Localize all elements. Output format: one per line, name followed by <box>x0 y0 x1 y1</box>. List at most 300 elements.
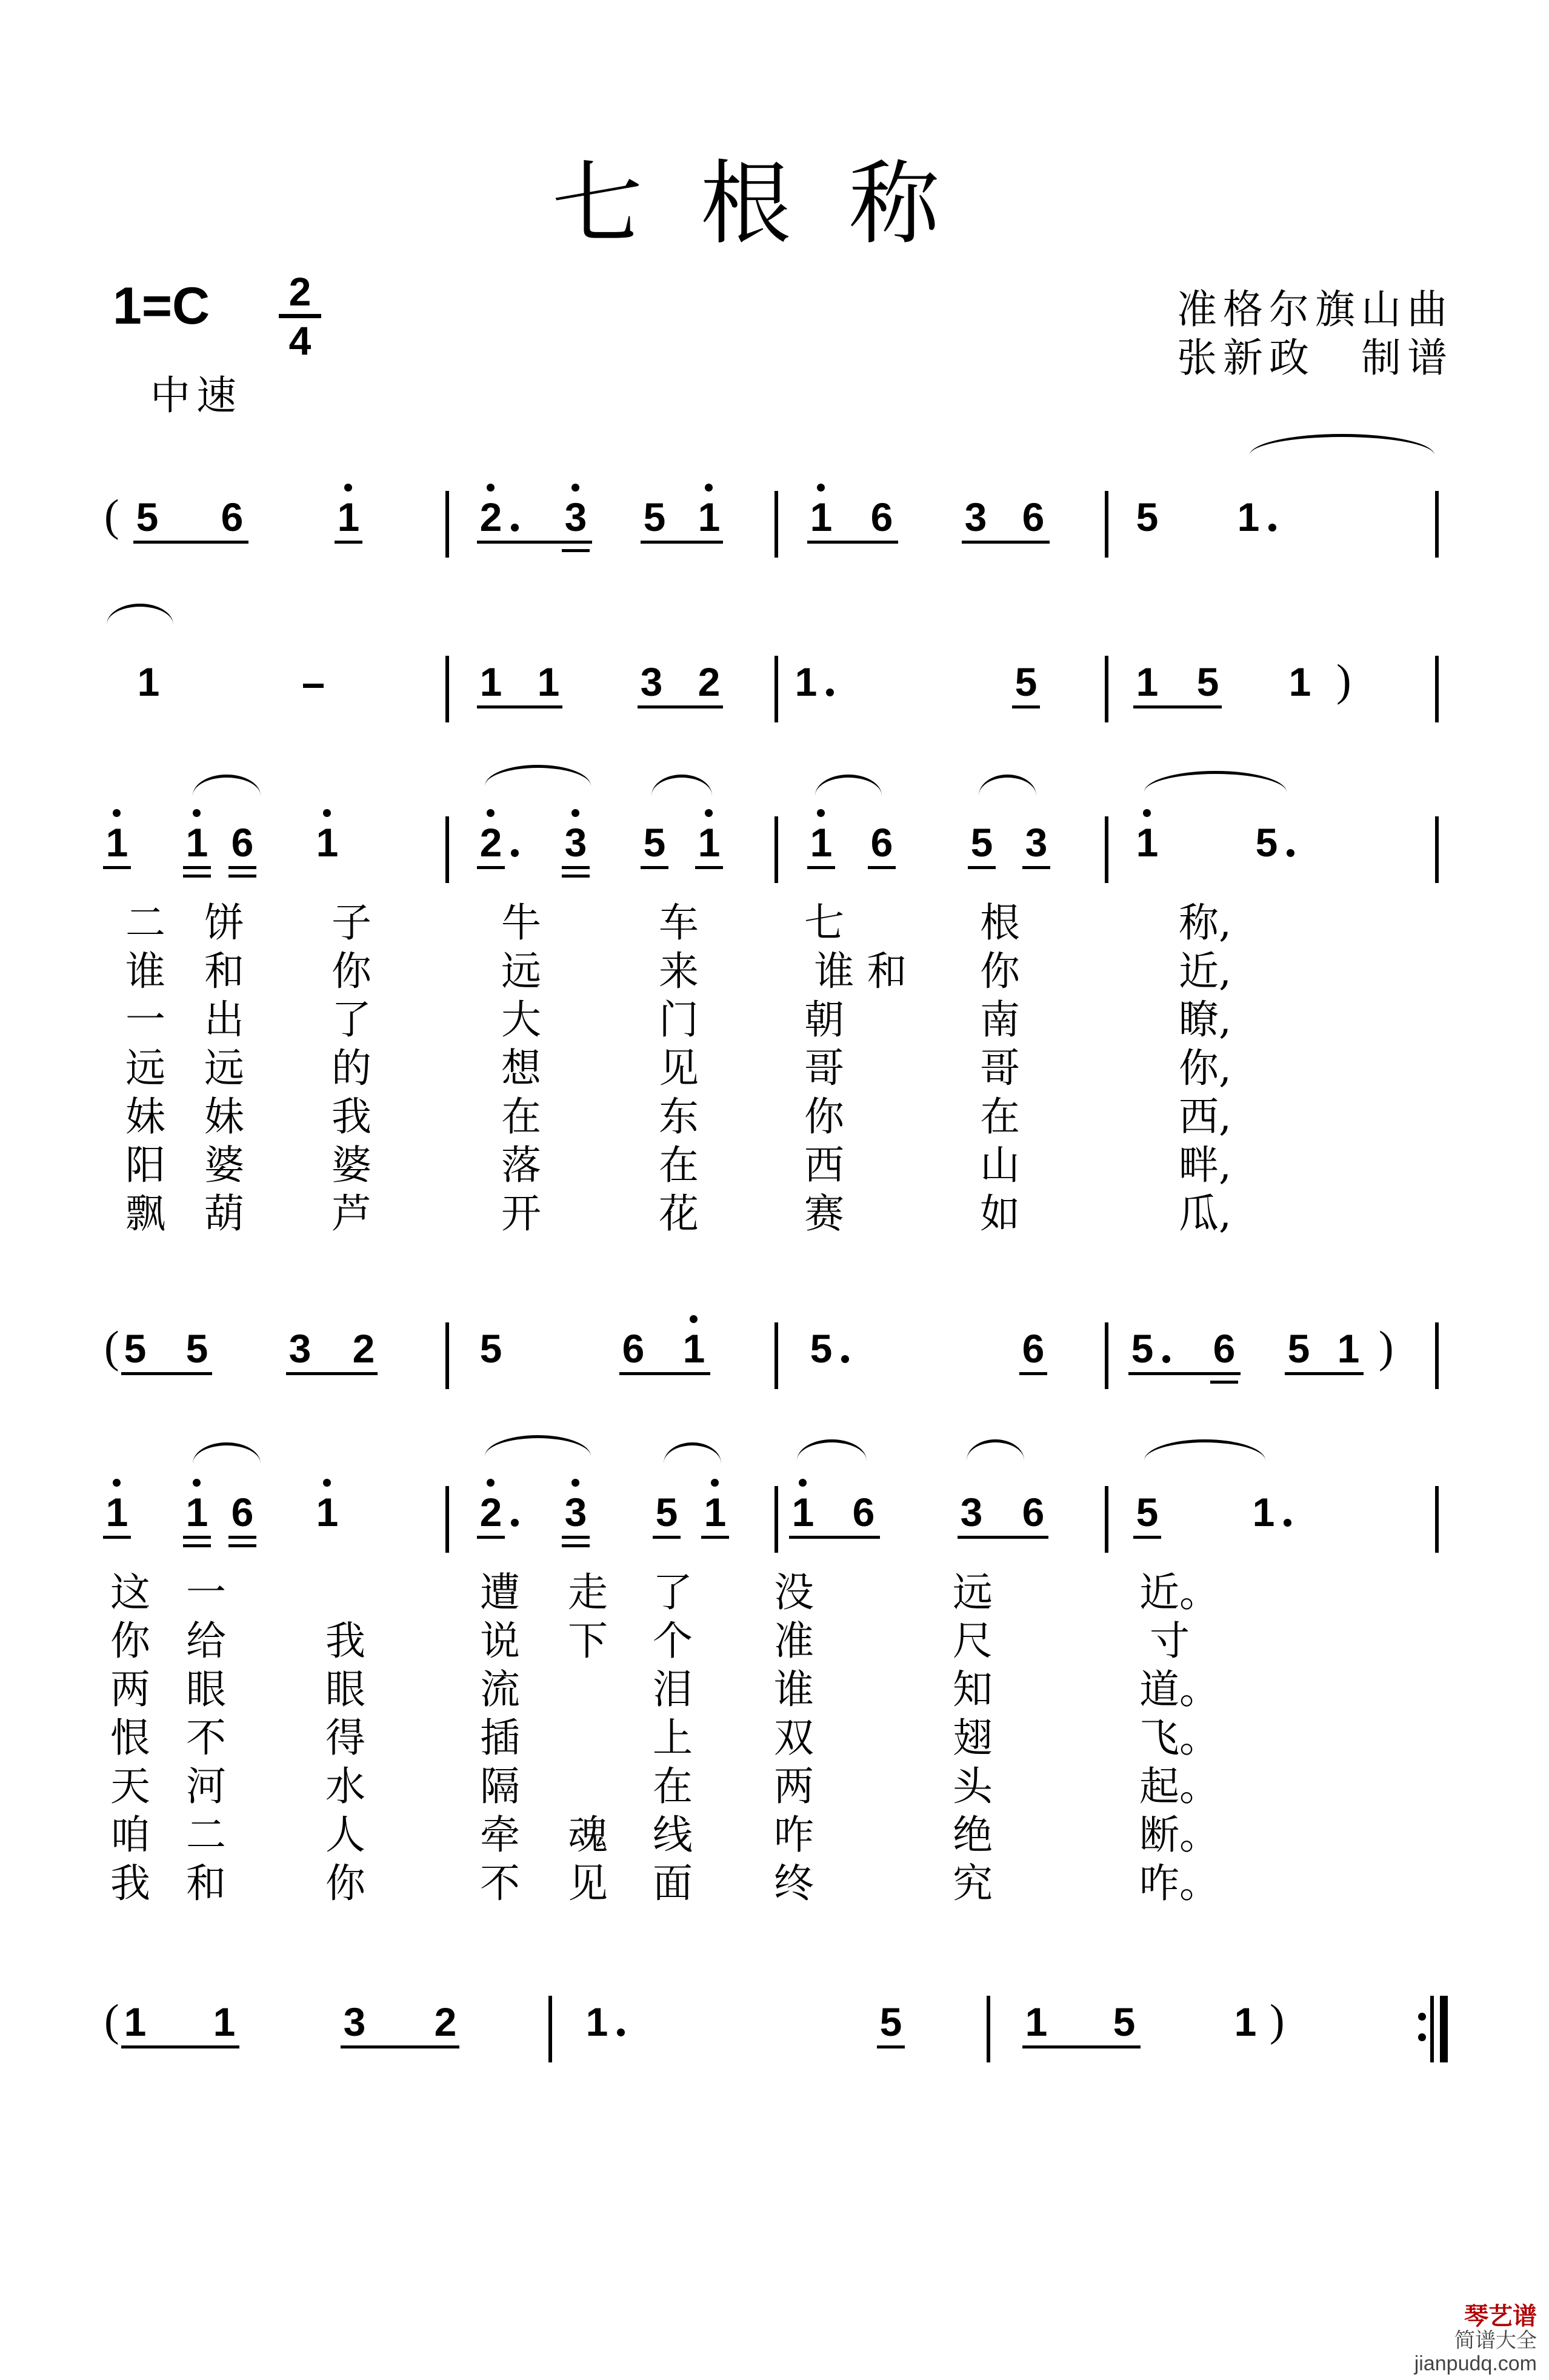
octave-dot <box>113 1479 121 1487</box>
note: 1 <box>794 659 818 704</box>
tempo-marking: 中速 <box>150 372 242 419</box>
lyric-char: 寸 <box>1150 1618 1190 1664</box>
note: 2 <box>434 1999 457 2044</box>
note: 6 <box>1022 1326 1045 1371</box>
lyric-char: 大 <box>501 996 541 1043</box>
bar-line <box>445 491 449 558</box>
lyric-char: 二 <box>125 899 165 946</box>
bar-line <box>1105 1322 1108 1389</box>
note: 1 <box>137 659 160 704</box>
lyric-char: 双 <box>774 1715 814 1761</box>
underline <box>562 1544 590 1547</box>
aug-dot <box>511 849 519 857</box>
lyric-char: 如 <box>980 1190 1020 1237</box>
bar-line <box>445 1486 449 1553</box>
note: 3 <box>288 1326 311 1371</box>
underline <box>868 866 896 869</box>
lyric-char: 车 <box>659 899 699 946</box>
lyric-char: 南 <box>980 996 1020 1043</box>
lyric-char: 婆 <box>204 1142 244 1188</box>
watermark-site: 简谱大全 <box>1454 2329 1537 2353</box>
octave-dot <box>344 484 352 492</box>
underline <box>641 541 719 544</box>
composer-credit: 准格尔旗山曲 <box>1177 286 1453 333</box>
lyric-char: 根 <box>980 899 1020 946</box>
close-paren: ) <box>1379 1322 1394 1372</box>
lyric-char: 没 <box>774 1569 814 1616</box>
note: 3 <box>640 659 663 704</box>
lyric-char: 的 <box>331 1045 371 1092</box>
open-paren: ( <box>104 1322 119 1372</box>
underline <box>1022 2045 1141 2048</box>
bar-line <box>1105 491 1108 558</box>
octave-dot <box>323 1479 331 1487</box>
lyric-char: 终 <box>774 1860 814 1907</box>
underline <box>1022 866 1050 869</box>
underline <box>789 1536 880 1539</box>
note: 1 <box>810 820 833 865</box>
open-paren: ( <box>104 1996 119 2045</box>
note: 6 <box>1022 495 1045 539</box>
aug-dot <box>1268 524 1276 532</box>
lyric-char: 绝 <box>953 1812 993 1858</box>
note: 2 <box>698 659 721 704</box>
bar-line <box>445 656 449 722</box>
lyric-char: 落 <box>501 1142 541 1188</box>
final-bar-line <box>1440 1996 1448 2062</box>
lyric-char: 恨 <box>110 1715 150 1761</box>
note: 1 <box>1252 1490 1275 1535</box>
underline <box>286 1372 377 1375</box>
underline <box>133 541 248 544</box>
slur <box>979 775 1036 796</box>
note: 5 <box>810 1326 833 1371</box>
underline <box>695 866 723 869</box>
octave-dot <box>571 484 579 492</box>
underline <box>562 875 590 878</box>
lyric-char: 和 <box>186 1860 226 1907</box>
note: 1 <box>1136 820 1159 865</box>
slur <box>193 775 261 796</box>
note: 1 <box>1025 1999 1048 2044</box>
lyric-char: 插 <box>480 1715 520 1761</box>
note: 5 <box>1196 659 1219 704</box>
note: 5 <box>1136 1490 1159 1535</box>
lyric-char: 妹 <box>204 1093 244 1140</box>
note: 5 <box>643 495 666 539</box>
lyric-char: 妹 <box>125 1093 165 1140</box>
note: 5 <box>1136 495 1159 539</box>
lyric-char: 想 <box>501 1045 541 1092</box>
key-signature <box>113 277 210 335</box>
note: 2 <box>479 820 502 865</box>
lyric-char: 婆 <box>331 1142 371 1188</box>
note: 3 <box>960 1490 983 1535</box>
note: 1 <box>698 495 721 539</box>
time-bottom: 4 <box>288 318 311 363</box>
watermark <box>1414 2303 1537 2375</box>
time-top: 2 <box>288 269 311 314</box>
lyric-char: 翅 <box>953 1715 993 1761</box>
aug-dot <box>841 1355 849 1363</box>
bar-line <box>774 1486 778 1553</box>
lyric-char: 二 <box>186 1812 226 1858</box>
slur <box>797 1439 867 1461</box>
underline <box>228 1544 256 1547</box>
bar-line <box>1105 1486 1108 1553</box>
lyric-char: 两 <box>110 1666 150 1713</box>
underline <box>1128 1372 1241 1375</box>
note: 1 <box>1337 1326 1360 1371</box>
lyric-char: 尺 <box>953 1618 993 1664</box>
lyric-char: 遭 <box>480 1569 520 1616</box>
bar-line <box>774 491 778 558</box>
bar-line <box>774 656 778 722</box>
close-paren: ) <box>1270 1996 1285 2045</box>
octave-dot <box>487 484 495 492</box>
lyric-char: 准 <box>774 1618 814 1664</box>
lyric-char: 起。 <box>1139 1763 1219 1810</box>
underline <box>183 875 211 878</box>
lyric-char: 我 <box>110 1860 150 1907</box>
lyric-char: 见 <box>568 1860 608 1907</box>
open-paren: ( <box>104 491 119 541</box>
underline <box>103 866 131 869</box>
lyric-char: 远 <box>953 1569 993 1616</box>
underline <box>477 705 562 708</box>
underline <box>1210 1381 1238 1384</box>
note: 1 <box>316 1490 339 1535</box>
underline <box>562 549 590 552</box>
note: 5 <box>655 1490 678 1535</box>
lyric-char: 在 <box>659 1142 699 1188</box>
bar-line <box>1435 491 1439 558</box>
lyric-char: 线 <box>653 1812 693 1858</box>
note: 1 <box>682 1326 705 1371</box>
lyric-char: 来 <box>659 948 699 995</box>
note: 1 <box>479 659 502 704</box>
lyric-char: 了 <box>331 996 371 1043</box>
lyric-char: 近, <box>1179 948 1231 995</box>
underline <box>228 875 256 878</box>
note: 5 <box>1255 820 1278 865</box>
note: 5 <box>970 820 993 865</box>
lyric-char: 说 <box>480 1618 520 1664</box>
lyric-char: 朝 <box>804 996 844 1043</box>
lyric-char: 知 <box>953 1666 993 1713</box>
bar-line <box>1105 816 1108 883</box>
underline <box>619 1372 710 1375</box>
note: 3 <box>564 1490 587 1535</box>
note: 5 <box>879 1999 902 2044</box>
underline <box>335 541 362 544</box>
lyric-char: 远 <box>501 948 541 995</box>
lyric-char: 不 <box>186 1715 226 1761</box>
aug-dot <box>1162 1355 1170 1363</box>
octave-dot <box>193 809 201 817</box>
note: 6 <box>1022 1490 1045 1535</box>
octave-dot <box>1143 809 1151 817</box>
lyric-char: 下 <box>568 1618 608 1664</box>
note: 5 <box>1131 1326 1154 1371</box>
underline <box>958 1536 1048 1539</box>
lyric-char: 开 <box>501 1190 541 1237</box>
underline <box>1133 1536 1161 1539</box>
lyric-char: 哥 <box>804 1045 844 1092</box>
aug-dot <box>511 524 519 532</box>
underline <box>228 1536 256 1539</box>
lyric-char: 眼 <box>325 1666 365 1713</box>
octave-dot <box>487 809 495 817</box>
underline <box>228 866 256 869</box>
lyric-char: 在 <box>501 1093 541 1140</box>
lyric-char: 七 <box>804 899 844 946</box>
octave-dot <box>571 809 579 817</box>
slur <box>107 604 173 625</box>
aug-dot <box>1287 849 1294 857</box>
octave-dot <box>571 1479 579 1487</box>
lyric-char: 天 <box>110 1763 150 1810</box>
underline <box>962 541 1050 544</box>
lyric-char: 瞭, <box>1179 996 1231 1043</box>
underline <box>121 1372 212 1375</box>
lyric-char: 飘 <box>125 1190 165 1237</box>
slur <box>967 1439 1024 1461</box>
note: 1 <box>585 1999 608 2044</box>
note: 1 <box>791 1490 814 1535</box>
octave-dot <box>690 1315 698 1323</box>
note: 1 <box>213 1999 236 2044</box>
bar-line <box>1105 656 1108 722</box>
lyric-char: 道。 <box>1139 1666 1219 1713</box>
lyric-char: 你 <box>110 1618 150 1664</box>
lyric-char: 走 <box>568 1569 608 1616</box>
dash <box>303 684 324 688</box>
key-label: 1=C <box>113 277 210 335</box>
lyric-char: 和 <box>204 948 244 995</box>
note: 1 <box>1237 495 1260 539</box>
lyric-char: 西, <box>1179 1093 1231 1140</box>
lyric-char: 出 <box>204 996 244 1043</box>
underline <box>641 866 668 869</box>
lyric-char: 谁 <box>125 948 165 995</box>
note: 1 <box>105 820 128 865</box>
lyric-char: 我 <box>331 1093 371 1140</box>
octave-dot <box>323 809 331 817</box>
slur <box>664 1442 721 1464</box>
time-signature <box>279 269 321 363</box>
note: 1 <box>185 820 208 865</box>
lyric-char: 面 <box>653 1860 693 1907</box>
bar-line <box>1430 1996 1434 2062</box>
lyric-char: 我 <box>325 1618 365 1664</box>
underline <box>807 866 835 869</box>
note: 3 <box>343 1999 366 2044</box>
aug-dot <box>826 688 834 696</box>
lyric-char: 给 <box>186 1618 226 1664</box>
bar-line <box>987 1996 990 2062</box>
underline <box>562 866 590 869</box>
lyric-char: 谁 <box>774 1666 814 1713</box>
octave-dot <box>711 1479 719 1487</box>
lyric-char: 远 <box>204 1045 244 1092</box>
underline <box>103 1536 131 1539</box>
lyric-char: 东 <box>659 1093 699 1140</box>
bar-line <box>445 816 449 883</box>
note: 1 <box>124 1999 147 2044</box>
note: 1 <box>337 495 360 539</box>
lyric-char: 牵 <box>480 1812 520 1858</box>
page-title: 七根称 <box>551 152 998 257</box>
underline <box>477 541 592 544</box>
bar-line <box>1435 656 1439 722</box>
octave-dot <box>799 1479 807 1487</box>
lyric-char: 咋。 <box>1139 1860 1219 1907</box>
underline <box>877 2045 905 2048</box>
lyric-char: 瓜, <box>1179 1190 1231 1237</box>
lyric-char: 在 <box>980 1093 1020 1140</box>
note: 1 <box>1234 1999 1257 2044</box>
lyric-char: 在 <box>653 1763 693 1810</box>
lyric-char: 畔, <box>1179 1142 1231 1188</box>
underline <box>183 1536 211 1539</box>
lyric-char: 这 <box>110 1569 150 1616</box>
underline <box>562 1536 590 1539</box>
underline <box>1133 705 1221 708</box>
note: 6 <box>870 820 893 865</box>
lyric-char: 两 <box>774 1763 814 1810</box>
underline <box>183 866 211 869</box>
note: 5 <box>643 820 666 865</box>
lyric-char: 你 <box>804 1093 844 1140</box>
bar-line <box>1435 1322 1439 1389</box>
lyric-char: 隔 <box>480 1763 520 1810</box>
bar-line <box>774 1322 778 1389</box>
lyric-char: 西 <box>804 1142 844 1188</box>
underline <box>477 1536 505 1539</box>
note: 5 <box>1287 1326 1310 1371</box>
lyric-char: 泪 <box>653 1666 693 1713</box>
underline <box>121 2045 239 2048</box>
lyric-char: 阳 <box>125 1142 165 1188</box>
watermark-brand: 琴艺谱 <box>1464 2303 1537 2330</box>
note: 6 <box>231 820 254 865</box>
note: 5 <box>124 1326 147 1371</box>
note: 6 <box>852 1490 875 1535</box>
lyric-char: 水 <box>325 1763 365 1810</box>
slur <box>651 775 712 796</box>
note: 1 <box>810 495 833 539</box>
note: 3 <box>964 495 987 539</box>
note: 6 <box>870 495 893 539</box>
lyric-char: 流 <box>480 1666 520 1713</box>
note: 3 <box>564 495 587 539</box>
lyric-char: 谁 和 <box>814 948 907 995</box>
octave-dot <box>487 1479 495 1487</box>
underline <box>1019 1372 1047 1375</box>
bar-line <box>1435 816 1439 883</box>
note: 1 <box>1136 659 1159 704</box>
note: 5 <box>479 1326 502 1371</box>
lyric-char: 一 <box>186 1569 226 1616</box>
note: 1 <box>1288 659 1311 704</box>
lyric-char: 哥 <box>980 1045 1020 1092</box>
note: 1 <box>704 1490 727 1535</box>
underline <box>807 541 898 544</box>
underline <box>968 866 996 869</box>
slur <box>485 1435 591 1456</box>
aug-dot <box>511 1519 519 1527</box>
lyric-char: 你 <box>325 1860 365 1907</box>
lyric-char: 近。 <box>1139 1569 1219 1616</box>
note: 6 <box>1213 1326 1236 1371</box>
lyric-char: 咋 <box>774 1812 814 1858</box>
note: 1 <box>105 1490 128 1535</box>
lyric-char: 得 <box>325 1715 365 1761</box>
note: 3 <box>1025 820 1048 865</box>
lyric-char: 葫 <box>204 1190 244 1237</box>
octave-dot <box>817 484 825 492</box>
lyric-char: 称, <box>1179 899 1231 946</box>
lyric-char: 牛 <box>501 899 541 946</box>
underline <box>1285 1372 1364 1375</box>
lyric-char: 赛 <box>804 1190 844 1237</box>
lyric-char: 咱 <box>110 1812 150 1858</box>
lyric-char: 芦 <box>331 1190 371 1237</box>
underline <box>1012 705 1040 708</box>
lyric-char: 你 <box>980 948 1020 995</box>
note: 5 <box>185 1326 208 1371</box>
bar-line <box>1435 1486 1439 1553</box>
lyric-char: 魂 <box>568 1812 608 1858</box>
lyric-char: 一 <box>125 996 165 1043</box>
bar-line <box>774 816 778 883</box>
lyric-char: 河 <box>186 1763 226 1810</box>
lyric-char: 饼 <box>204 899 244 946</box>
note: 6 <box>231 1490 254 1535</box>
bar-line <box>445 1322 449 1389</box>
lyric-char: 上 <box>653 1715 693 1761</box>
note: 5 <box>136 495 159 539</box>
lyric-char: 断。 <box>1139 1812 1219 1858</box>
note: 5 <box>1014 659 1038 704</box>
bar-line <box>548 1996 552 2062</box>
lyric-char: 个 <box>653 1618 693 1664</box>
repeat-dot <box>1418 2013 1426 2021</box>
underline <box>638 705 722 708</box>
lyric-char: 究 <box>953 1860 993 1907</box>
octave-dot <box>113 809 121 817</box>
underline <box>341 2045 459 2048</box>
lyric-char: 山 <box>980 1142 1020 1188</box>
slur <box>815 775 882 796</box>
octave-dot <box>817 809 825 817</box>
underline <box>477 866 505 869</box>
note: 5 <box>1113 1999 1136 2044</box>
lyric-char: 不 <box>480 1860 520 1907</box>
note: 6 <box>622 1326 645 1371</box>
lyric-char: 你 <box>331 948 371 995</box>
lyric-char: 了 <box>653 1569 693 1616</box>
note: 1 <box>316 820 339 865</box>
note: 2 <box>352 1326 375 1371</box>
lyric-char: 头 <box>953 1763 993 1810</box>
slur <box>1144 771 1287 792</box>
lyric-char: 门 <box>659 996 699 1043</box>
slur <box>1144 1439 1265 1461</box>
octave-dot <box>705 484 713 492</box>
underline <box>701 1536 729 1539</box>
